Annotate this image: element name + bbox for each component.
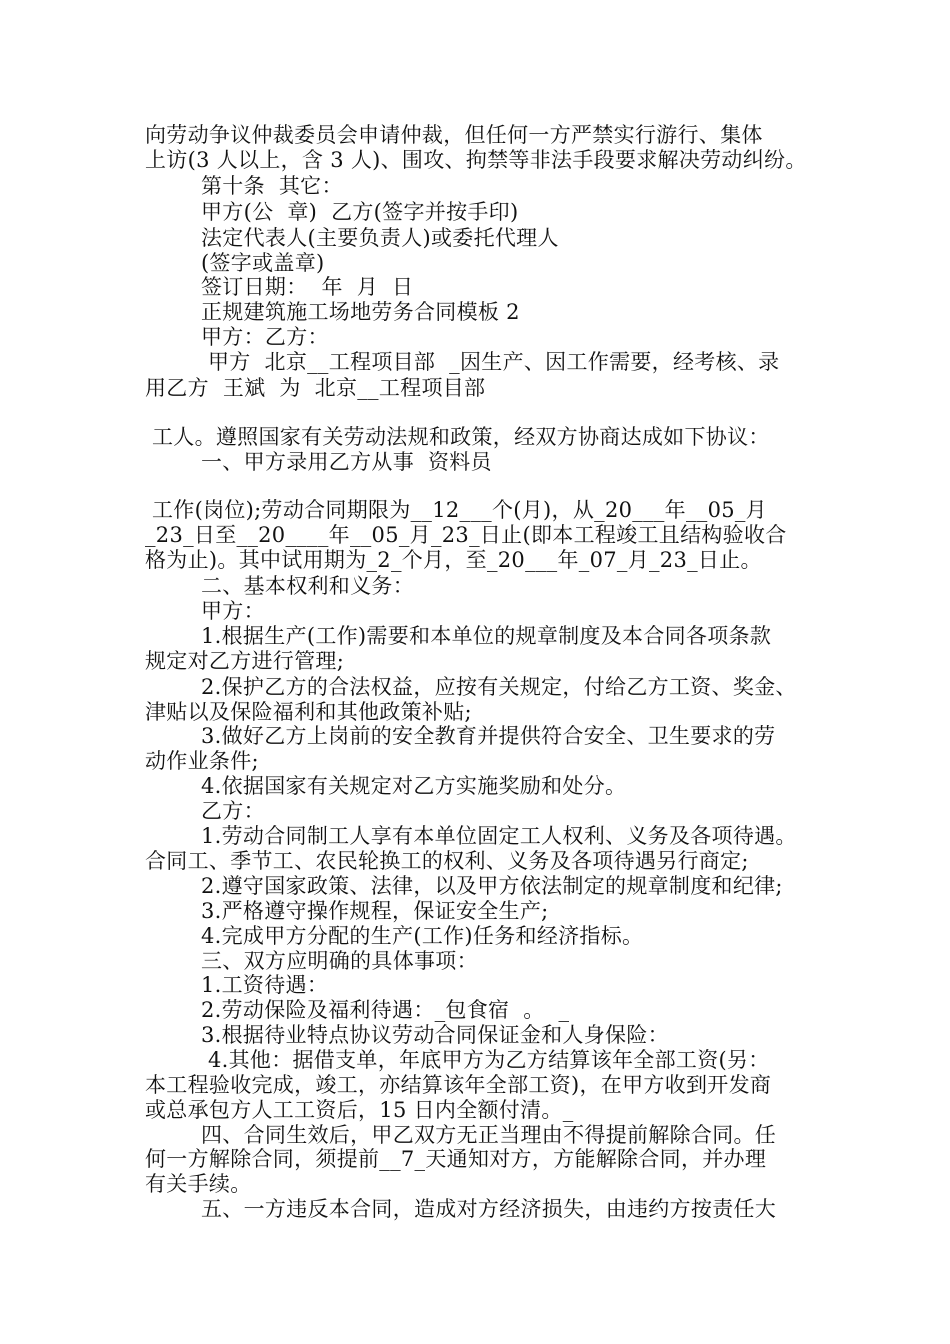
text-line: 二、基本权利和义务： [201, 574, 414, 598]
text-line: 合同工、季节工、农民轮换工的权利、义务及各项待遇另行商定; [145, 849, 749, 873]
text-line: 一、甲方录用乙方从事 资料员 [201, 450, 492, 474]
text-line: (签字或盖章) [201, 251, 325, 275]
text-line: 向劳动争议仲裁委员会申请仲裁，但任何一方严禁实行游行、集体 [145, 123, 763, 147]
text-line: 用乙方 王斌 为 北京__工程项目部 [145, 376, 486, 400]
text-line: 1.劳动合同制工人享有本单位固定工人权利、义务及各项待遇。 [201, 824, 797, 848]
text-line: 有关手续。 [145, 1172, 252, 1196]
text-line: 上访(3 人以上，含 3 人)、围攻、拘禁等非法手段要求解决劳动纠纷。 [145, 148, 807, 172]
text-line: 3.做好乙方上岗前的安全教育并提供符合安全、卫生要求的劳 [201, 724, 776, 748]
text-line: 法定代表人(主要负责人)或委托代理人 [201, 226, 559, 250]
text-line: 4.其他：据借支单，年底甲方为乙方结算该年全部工资(另： [201, 1048, 770, 1072]
text-line: 2.保护乙方的合法权益，应按有关规定，付给乙方工资、奖金、 [201, 675, 797, 699]
text-line: 2.劳动保险及福利待遇：_包食宿 。 _ [201, 998, 570, 1022]
text-line: 何一方解除合同，须提前__7_天通知对方，方能解除合同，并办理 [145, 1147, 767, 1171]
text-line: 1.工资待遇： [201, 973, 329, 997]
text-line: 正规建筑施工场地劳务合同模板 2 [201, 300, 520, 324]
text-line: 3.根据待业特点协议劳动合同保证金和人身保险： [201, 1023, 669, 1047]
text-line: 4.依据国家有关规定对乙方实施奖励和处分。 [201, 774, 627, 798]
text-line: 或总承包方人工工资后，15 日内全额付清。_ [145, 1098, 574, 1122]
text-line: 工作(岗位);劳动合同期限为__12___个(月)，从_20___年__05_月 [145, 498, 767, 522]
text-line: _23_日至__20____年__05_月_23_日止(即本工程竣工且结构验收合 [145, 523, 787, 547]
text-line: 津贴以及保险福利和其他政策补贴; [145, 700, 472, 724]
text-line: 甲方：乙方： [201, 325, 329, 349]
text-line: 甲方： [201, 599, 265, 623]
text-line: 4.完成甲方分配的生产(工作)任务和经济指标。 [201, 924, 644, 948]
text-line: 三、双方应明确的具体事项： [201, 949, 478, 973]
text-line: 工人。遵照国家有关劳动法规和政策，经双方协商达成如下协议： [145, 425, 770, 449]
text-line: 乙方： [201, 799, 265, 823]
text-line: 规定对乙方进行管理; [145, 649, 345, 673]
text-line: 第十条 其它： [201, 174, 343, 198]
text-line: 格为止)。其中试用期为_2_个月，至_20___年_07_月_23_日止。 [145, 548, 762, 572]
text-line: 甲方 北京__工程项目部 _因生产、因工作需要，经考核、录 [201, 350, 780, 374]
text-line: 2.遵守国家政策、法律，以及甲方依法制定的规章制度和纪律; [201, 874, 783, 898]
text-line: 3.严格遵守操作规程，保证安全生产; [201, 899, 549, 923]
text-line: 签订日期： 年 月 日 [201, 275, 414, 299]
text-line: 1.根据生产(工作)需要和本单位的规章制度及本合同各项条款 [201, 624, 772, 648]
text-line: 本工程验收完成，竣工，亦结算该年全部工资)，在甲方收到开发商 [145, 1073, 772, 1097]
text-line: 动作业条件; [145, 749, 259, 773]
text-line: 四、合同生效后，甲乙双方无正当理由不得提前解除合同。任 [201, 1123, 777, 1147]
text-line: 甲方(公 章) 乙方(签字并按手印) [201, 200, 519, 224]
text-line: 五、一方违反本合同，造成对方经济损失，由违约方按责任大 [201, 1197, 777, 1221]
